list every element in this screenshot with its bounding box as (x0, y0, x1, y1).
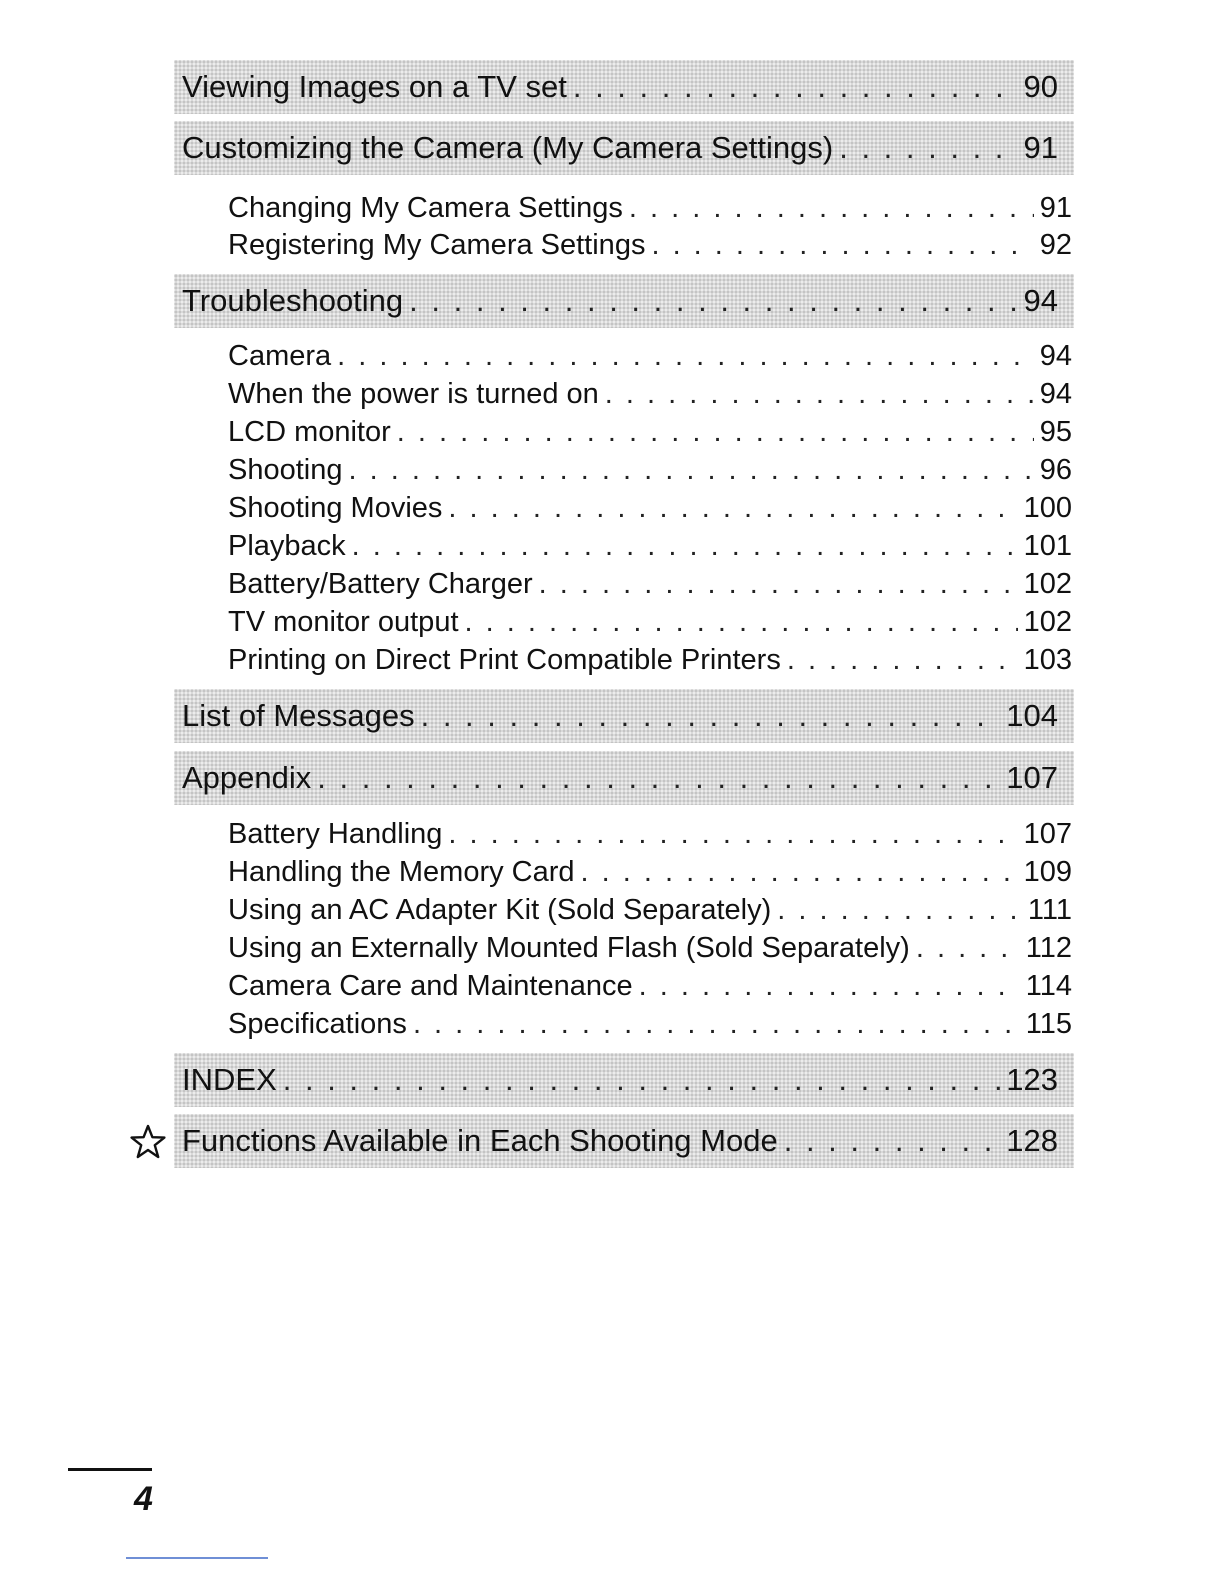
section-title: Troubleshooting (182, 283, 404, 318)
entry-page-number: 102 (1023, 605, 1072, 638)
toc-entry[interactable] (228, 489, 1072, 527)
toc-entry[interactable] (228, 1005, 1072, 1043)
dot-leader (448, 818, 1017, 851)
entry-title: When the power is turned on (228, 377, 599, 410)
section-title: Viewing Images on a TV set (182, 69, 567, 104)
dot-leader (639, 970, 1020, 1003)
page-number-rule (68, 1468, 152, 1471)
entry-title: Battery Handling (228, 817, 443, 850)
toc-section-functions[interactable] (174, 1114, 1074, 1168)
toc-entry[interactable] (228, 815, 1072, 853)
toc-entry[interactable] (228, 527, 1072, 565)
entry-page-number: 100 (1023, 491, 1072, 524)
section-title: Customizing the Camera (My Camera Settings) (182, 130, 834, 165)
toc-entry[interactable] (228, 565, 1072, 603)
toc-section-troubleshooting[interactable] (174, 274, 1074, 328)
dot-leader (916, 932, 1020, 965)
entry-page-number: 95 (1039, 415, 1072, 448)
section-title: Functions Available in Each Shooting Mode (182, 1123, 778, 1158)
toc-section-messages[interactable] (174, 689, 1074, 743)
toc-entry[interactable] (228, 891, 1072, 929)
dot-leader (581, 856, 1018, 889)
entry-page-number: 109 (1023, 855, 1072, 888)
dot-leader (539, 568, 1018, 601)
entry-title: Using an Externally Mounted Flash (Sold Separately) (228, 931, 910, 964)
entry-title: Changing My Camera Settings (228, 191, 623, 224)
entry-page-number: 96 (1039, 453, 1072, 486)
toc-entry[interactable] (228, 929, 1072, 967)
entry-page-number: 112 (1025, 931, 1072, 964)
entry-title: Using an AC Adapter Kit (Sold Separately) (228, 893, 772, 926)
toc-entry[interactable] (228, 603, 1072, 641)
entry-title: Battery/Battery Charger (228, 567, 533, 600)
entry-page-number: 101 (1023, 529, 1072, 562)
section-page-number: 94 (1023, 283, 1058, 318)
section-page-number: 128 (1006, 1123, 1058, 1158)
entry-title: Shooting (228, 453, 343, 486)
entry-title: LCD monitor (228, 415, 391, 448)
entry-title: Printing on Direct Print Compatible Printers (228, 643, 781, 676)
entry-title: Handling the Memory Card (228, 855, 575, 888)
dot-leader (448, 492, 1017, 525)
toc-section-index[interactable] (174, 1053, 1074, 1107)
entry-page-number: 91 (1039, 191, 1072, 224)
entry-page-number: 92 (1039, 228, 1072, 261)
toc-entry[interactable] (228, 337, 1072, 375)
dot-leader (777, 894, 1022, 927)
entry-page-number: 102 (1023, 567, 1072, 600)
entry-page-number: 111 (1027, 893, 1072, 926)
dot-leader (787, 644, 1018, 677)
entry-page-number: 94 (1039, 339, 1072, 372)
star-outline-icon (130, 1124, 166, 1160)
section-page-number: 107 (1006, 760, 1058, 795)
toc-entry[interactable] (228, 967, 1072, 1005)
entry-title: TV monitor output (228, 605, 459, 638)
section-title: List of Messages (182, 698, 415, 733)
section-page-number: 90 (1023, 69, 1058, 104)
dot-leader (413, 1008, 1020, 1041)
dot-leader (573, 69, 1018, 105)
dot-leader (397, 416, 1034, 449)
entry-title: Camera (228, 339, 332, 372)
toc-entry[interactable] (228, 641, 1072, 679)
dot-leader (605, 378, 1034, 411)
entry-title: Playback (228, 529, 346, 562)
toc-entry[interactable] (228, 226, 1072, 264)
dot-leader (283, 1062, 1001, 1098)
toc-section-appendix[interactable] (174, 751, 1074, 805)
toc-entry[interactable] (228, 853, 1072, 891)
dot-leader (839, 130, 1017, 166)
dot-leader (317, 760, 1000, 796)
toc-entry[interactable] (228, 189, 1072, 227)
dot-leader (629, 192, 1034, 225)
dot-leader (651, 229, 1033, 262)
entry-page-number: 94 (1039, 377, 1072, 410)
dot-leader (784, 1123, 1001, 1159)
bottom-divider (126, 1557, 268, 1559)
toc-entry[interactable] (228, 375, 1072, 413)
entry-title: Registering My Camera Settings (228, 228, 646, 261)
entry-title: Specifications (228, 1007, 407, 1040)
entry-page-number: 114 (1025, 969, 1072, 1002)
entry-page-number: 115 (1025, 1007, 1072, 1040)
section-title: Appendix (182, 760, 312, 795)
toc-entry[interactable] (228, 451, 1072, 489)
dot-leader (465, 606, 1018, 639)
entry-page-number: 107 (1023, 817, 1072, 850)
section-title: INDEX (182, 1062, 277, 1097)
dot-leader (421, 698, 1001, 734)
dot-leader (409, 283, 1017, 319)
toc-section-customizing[interactable] (174, 121, 1074, 175)
section-page-number: 104 (1006, 698, 1058, 733)
dot-leader (349, 454, 1034, 487)
section-page-number: 91 (1023, 130, 1058, 165)
toc-entry[interactable] (228, 413, 1072, 451)
section-page-number: 123 (1006, 1062, 1058, 1097)
dot-leader (337, 340, 1034, 373)
page-number: 4 (134, 1480, 153, 1518)
entry-title: Camera Care and Maintenance (228, 969, 633, 1002)
entry-title: Shooting Movies (228, 491, 443, 524)
toc-section-tv[interactable] (174, 60, 1074, 114)
dot-leader (352, 530, 1018, 563)
entry-page-number: 103 (1023, 643, 1072, 676)
